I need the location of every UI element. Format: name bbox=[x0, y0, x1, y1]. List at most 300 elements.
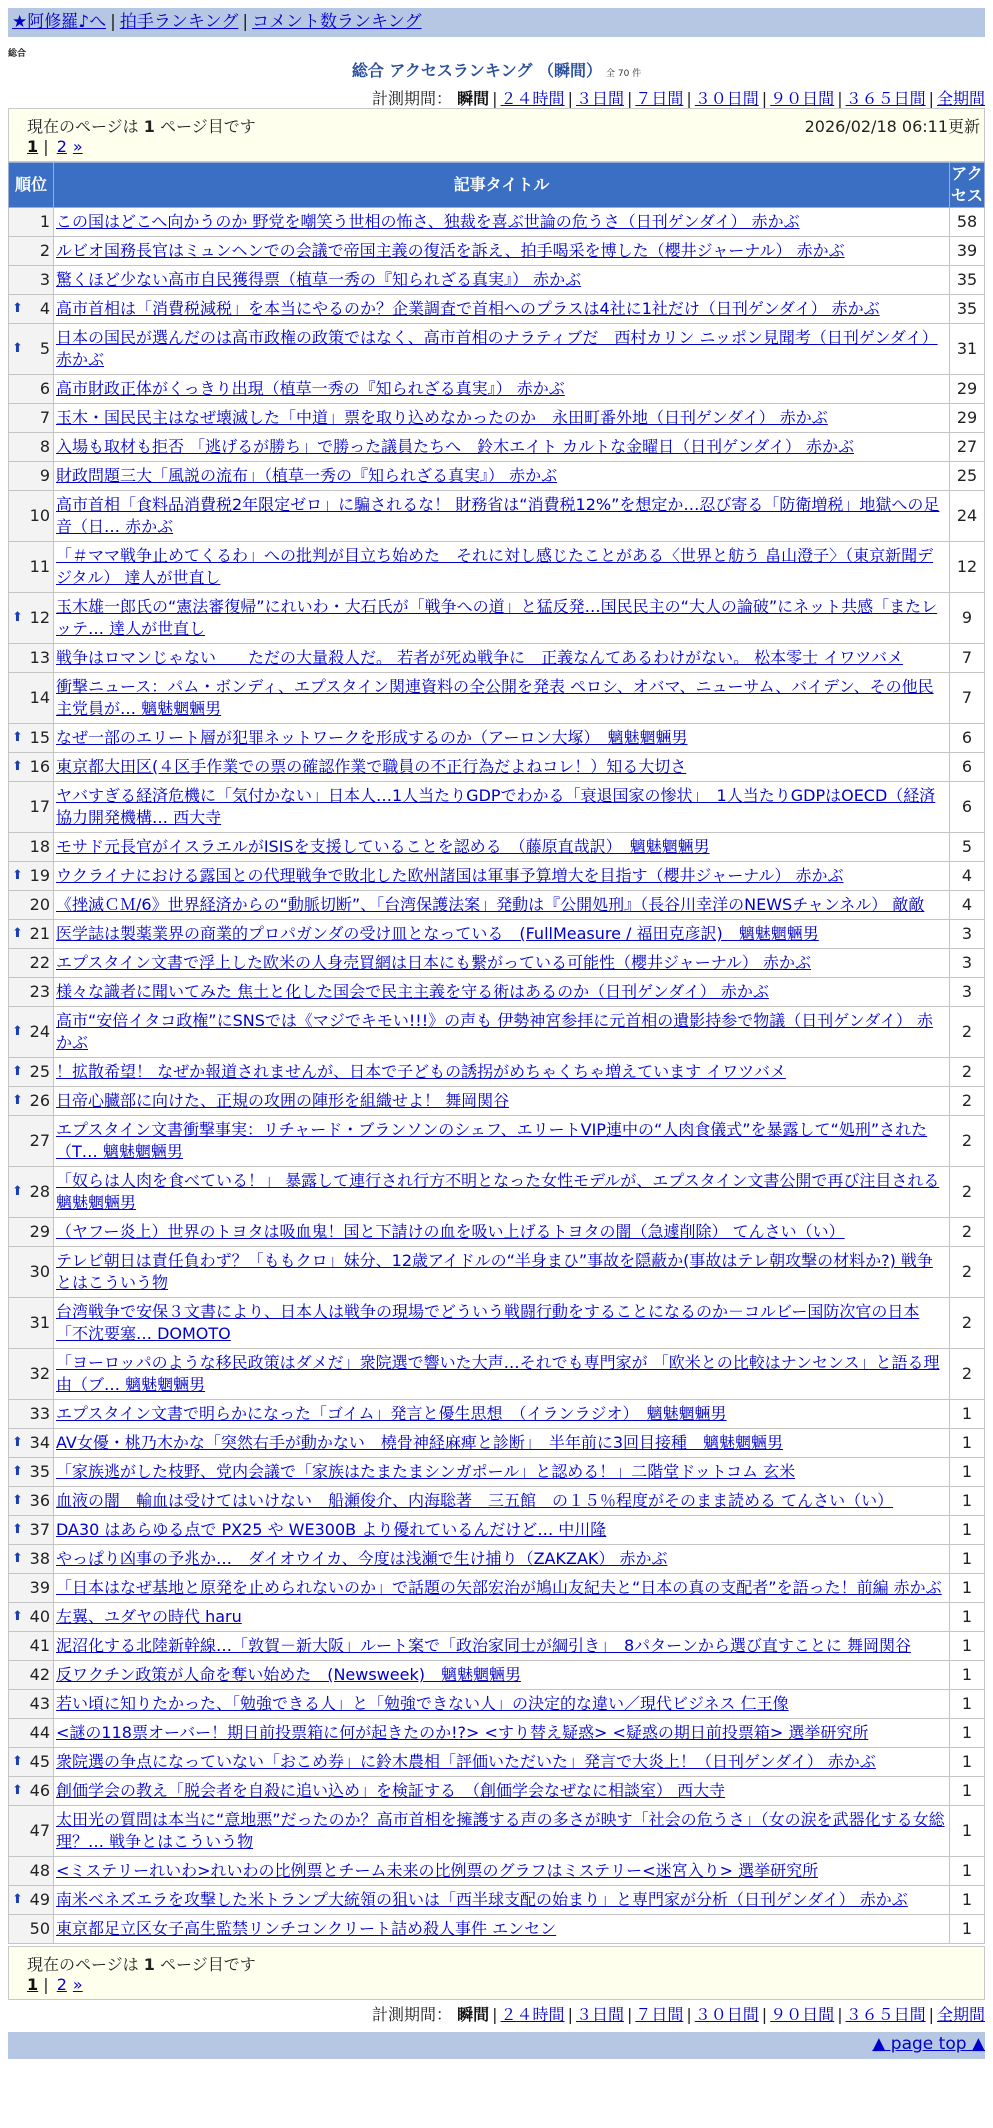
rank-cell bbox=[9, 1218, 54, 1247]
rank-up-arrow-icon: ⬆ bbox=[12, 1464, 23, 1479]
current-page-suffix: ページ目です bbox=[160, 117, 256, 136]
title-cell bbox=[54, 1247, 950, 1298]
article-title-link[interactable]: 高市首相は「消費税減税」を本当にやるのか？企業調査で首相へのプラスは4社に1社だけ（日刊ゲンダイ） 赤かぶ bbox=[56, 299, 880, 318]
ranking-table bbox=[8, 162, 985, 1944]
period-30d-link[interactable]: ３０日間 bbox=[694, 89, 759, 108]
title-cell bbox=[54, 1516, 950, 1545]
title-cell bbox=[54, 593, 950, 644]
rank-number: 30 bbox=[29, 1262, 50, 1281]
access-count: 7 bbox=[950, 644, 985, 673]
ranking-row bbox=[9, 1087, 985, 1116]
ranking-row bbox=[9, 1298, 985, 1349]
article-title-link[interactable]: 「ヨーロッパのような移民政策はダメだ」衆院選で響いた大声…それでも専門家が 「欧米との比較はナンセンス」と語る理由（ブ… 魑魅魍魎男 bbox=[56, 1353, 940, 1394]
ranking-row bbox=[9, 1806, 985, 1857]
period-current: 瞬間 bbox=[457, 89, 490, 108]
title-cell bbox=[54, 920, 950, 949]
rank-cell bbox=[9, 949, 54, 978]
access-count: 2 bbox=[950, 1167, 985, 1218]
header-title: 記事タイトル bbox=[54, 163, 950, 208]
period-separator: | bbox=[761, 89, 768, 108]
ranking-row bbox=[9, 1748, 985, 1777]
article-title-link[interactable]: ！拡散希望！ なぜか報道されませんが、日本で子どもの誘拐がめちゃくちゃ増えています イワツバメ bbox=[56, 1062, 786, 1081]
rank-cell bbox=[9, 644, 54, 673]
rank-cell bbox=[9, 462, 54, 491]
article-title-link[interactable]: ヤバすぎる経済危機に「気付かない」日本人…1人当たりGDPでわかる「衰退国家の惨状」 1人当たりGDPはOECD（経済協力開発機構… 西大寺 bbox=[56, 786, 936, 827]
access-count: 1 bbox=[950, 1487, 985, 1516]
ranking-row bbox=[9, 1886, 985, 1915]
title-cell bbox=[54, 295, 950, 324]
rank-number: 32 bbox=[29, 1364, 50, 1383]
ranking-row bbox=[9, 1116, 985, 1167]
top-nav-bar bbox=[8, 8, 985, 37]
access-count: 4 bbox=[950, 862, 985, 891]
title-cell bbox=[54, 1349, 950, 1400]
rank-number: 44 bbox=[29, 1723, 50, 1742]
article-title-link[interactable]: なぜ一部のエリート層が犯罪ネットワークを形成するのか（アーロン大塚） 魑魅魍魎男 bbox=[56, 728, 688, 747]
article-title-link[interactable]: やっぱり凶事の予兆か… ダイオウイカ、今度は浅瀬で生け捕り（ZAKZAK） 赤かぶ bbox=[56, 1549, 668, 1568]
ranking-row bbox=[9, 462, 985, 491]
access-count: 3 bbox=[950, 978, 985, 1007]
title-cell bbox=[54, 1603, 950, 1632]
period-separator: | bbox=[761, 2005, 768, 2024]
rank-cell bbox=[9, 1349, 54, 1400]
title-cell bbox=[54, 978, 950, 1007]
ranking-row bbox=[9, 1777, 985, 1806]
access-count: 6 bbox=[950, 753, 985, 782]
rank-cell bbox=[9, 673, 54, 724]
access-count: 2 bbox=[950, 1058, 985, 1087]
access-count: 2 bbox=[950, 1247, 985, 1298]
title-cell bbox=[54, 208, 950, 237]
article-title-link[interactable]: AV女優・桃乃木かな「突然右手が動かない 橈骨神経麻痺と診断」 半年前に3回目接種 魑魅魍魎男 bbox=[56, 1433, 784, 1452]
title-cell bbox=[54, 833, 950, 862]
rank-number: 16 bbox=[29, 757, 50, 776]
period-separator: | bbox=[492, 89, 498, 108]
period-separator: | bbox=[686, 89, 692, 108]
ranking-row bbox=[9, 644, 985, 673]
period-separator: | bbox=[837, 2005, 843, 2024]
article-title-link[interactable]: （ヤフー炎上）世界のトヨタは吸血鬼！国と下請けの血を吸い上げるトヨタの闇（急遽削除） てんさい（い） bbox=[56, 1222, 845, 1241]
nav-applause-ranking-link[interactable]: 拍手ランキング bbox=[119, 12, 239, 32]
nav-home-link[interactable]: ★阿修羅♪へ bbox=[12, 12, 107, 32]
rank-cell bbox=[9, 593, 54, 644]
title-cell bbox=[54, 1915, 950, 1944]
rank-number: 13 bbox=[29, 648, 50, 667]
ranking-row bbox=[9, 891, 985, 920]
ranking-row bbox=[9, 542, 985, 593]
rank-cell bbox=[9, 1661, 54, 1690]
ranking-row bbox=[9, 724, 985, 753]
rank-number: 27 bbox=[29, 1131, 50, 1150]
article-title-link[interactable]: 太田光の質問は本当に“意地悪”だったのか？高市首相を擁護する声の多さが映す「社会の危うさ」（女の涙を武器化する女総理？… 戦争とはこういう物 bbox=[56, 1810, 945, 1851]
title-cell bbox=[54, 433, 950, 462]
access-count: 1 bbox=[950, 1806, 985, 1857]
rank-number: 48 bbox=[29, 1861, 50, 1880]
rank-number: 46 bbox=[29, 1781, 50, 1800]
access-count: 58 bbox=[950, 208, 985, 237]
period-3d-link[interactable]: ３日間 bbox=[575, 2005, 624, 2024]
article-title-link[interactable]: 左翼、ユダヤの時代 haru bbox=[56, 1607, 242, 1626]
period-separator: | bbox=[626, 89, 633, 108]
title-cell bbox=[54, 1748, 950, 1777]
article-title-link[interactable]: 「＃ママ戦争止めてくるわ」への批判が目立ち始めた それに対し感じたことがある〈世界と舫う 畠山澄子〉（東京新聞デジタル） 達人が世直し bbox=[56, 546, 934, 587]
article-title-link[interactable]: 入場も取材も拒否 「逃げるが勝ち」で勝った議員たちへ 鈴木エイト カルトな金曜日（日刊ゲンダイ） 赤かぶ bbox=[56, 437, 854, 456]
title-cell bbox=[54, 1690, 950, 1719]
title-cell bbox=[54, 542, 950, 593]
access-count: 39 bbox=[950, 237, 985, 266]
rank-cell bbox=[9, 1007, 54, 1058]
ranking-row bbox=[9, 1603, 985, 1632]
article-title-link[interactable]: 創価学会の教え「脱会者を自殺に追い込め」を検証する （創価学会なぜなに相談室） 西大寺 bbox=[56, 1781, 726, 1800]
period-separator: | bbox=[837, 89, 843, 108]
ranking-row bbox=[9, 1247, 985, 1298]
rank-cell bbox=[9, 1574, 54, 1603]
next-page-link[interactable]: » bbox=[72, 137, 83, 156]
rank-up-arrow-icon: ⬆ bbox=[12, 926, 23, 941]
rank-cell bbox=[9, 1116, 54, 1167]
rank-up-arrow-icon: ⬆ bbox=[12, 1184, 23, 1199]
current-page-number: 1 bbox=[143, 1955, 155, 1974]
period-24h-link[interactable]: ２４時間 bbox=[500, 2005, 565, 2024]
page-links: 1 | 2 » bbox=[27, 137, 83, 156]
article-title-link[interactable]: 戦争はロマンじゃない ただの大量殺人だ。 若者が死ぬ戦争に 正義なんてあるわけがない。 松本零士 イワツバメ bbox=[56, 648, 903, 667]
title-cell bbox=[54, 375, 950, 404]
rank-number: 41 bbox=[29, 1636, 50, 1655]
article-title-link[interactable]: <謎の118票オーバー！期日前投票箱に何が起きたのか!?> <すり替え疑惑> <疑惑の期日前投票箱> 選挙研究所 bbox=[56, 1723, 869, 1742]
rank-number: 22 bbox=[29, 953, 50, 972]
rank-number: 11 bbox=[29, 557, 50, 576]
rank-number: 1 bbox=[39, 212, 50, 231]
ranking-row bbox=[9, 862, 985, 891]
title-cell bbox=[54, 1777, 950, 1806]
ranking-row bbox=[9, 1545, 985, 1574]
rank-number: 45 bbox=[29, 1752, 50, 1771]
period-separator: | bbox=[492, 2005, 498, 2024]
access-count: 1 bbox=[950, 1915, 985, 1944]
period-current: 瞬間 bbox=[457, 2005, 490, 2024]
article-title-link[interactable]: 血液の闇 輸血は受けてはいけない 船瀬俊介、内海聡著 三五館 の１５％程度がそのまま読める てんさい（い） bbox=[56, 1491, 894, 1510]
article-title-link[interactable]: 「日本はなぜ基地と原発を止められないのか」で話題の矢部宏治が鳩山友紀夫と“日本の真の支配者”を語った！前編 赤かぶ bbox=[56, 1578, 942, 1597]
ranking-row bbox=[9, 1915, 985, 1944]
article-title-link[interactable]: 泥沼化する北陸新幹線…「敦賀－新大阪」ルート案で「政治家同士が綱引き」 8パターンから選び直すことに 舞岡関谷 bbox=[56, 1636, 911, 1655]
rank-up-arrow-icon: ⬆ bbox=[12, 730, 23, 745]
title-cell bbox=[54, 1458, 950, 1487]
period-label: 計測期間： bbox=[372, 89, 453, 108]
period-separator: | bbox=[686, 2005, 692, 2024]
rank-up-arrow-icon: ⬆ bbox=[12, 1783, 23, 1798]
access-count: 2 bbox=[950, 1087, 985, 1116]
rank-cell bbox=[9, 862, 54, 891]
rank-cell bbox=[9, 1087, 54, 1116]
title-cell bbox=[54, 1719, 950, 1748]
title-cell bbox=[54, 724, 950, 753]
ranking-row bbox=[9, 1058, 985, 1087]
rank-up-arrow-icon: ⬆ bbox=[12, 610, 23, 625]
title-cell bbox=[54, 1806, 950, 1857]
article-title-link[interactable]: テレビ朝日は責任負わず？「ももクロ」妹分、12歳アイドルの“半身まひ”事故を隠蔽か(事故はテレ朝攻撃の材料か?) 戦争とはこういう物 bbox=[56, 1251, 933, 1292]
rank-number: 28 bbox=[29, 1182, 50, 1201]
article-title-link[interactable]: ルビオ国務長官はミュンヘンでの会議で帝国主義の復活を訴え、拍手喝采を博した（櫻井ジャーナル） 赤かぶ bbox=[56, 241, 845, 260]
article-title-link[interactable]: ウクライナにおける露国との代理戦争で敗北した欧州諸国は軍事予算増大を目指す（櫻井ジャーナル） 赤かぶ bbox=[56, 866, 844, 885]
rank-up-arrow-icon: ⬆ bbox=[12, 1493, 23, 1508]
rank-up-arrow-icon: ⬆ bbox=[12, 1609, 23, 1624]
ranking-row bbox=[9, 1487, 985, 1516]
article-title-link[interactable]: 日本の国民が選んだのは高市政権の政策ではなく、高市首相のナラティブだ 西村カリン ニッポン見聞考（日刊ゲンダイ） 赤かぶ bbox=[56, 328, 938, 369]
article-title-link[interactable]: モサド元長官がイスラエルがISISを支援していることを認める （藤原直哉訳） 魑魅魍魎男 bbox=[56, 837, 710, 856]
period-24h-link[interactable]: ２４時間 bbox=[500, 89, 565, 108]
rank-cell bbox=[9, 724, 54, 753]
access-count: 9 bbox=[950, 593, 985, 644]
page-top-link[interactable]: ▲ page top ▲ bbox=[872, 2034, 985, 2054]
period-selector-top bbox=[372, 86, 985, 109]
rank-cell bbox=[9, 753, 54, 782]
ranking-row bbox=[9, 1007, 985, 1058]
access-count: 6 bbox=[950, 724, 985, 753]
next-page-link[interactable]: » bbox=[72, 1975, 83, 1994]
page-2-link[interactable]: 2 bbox=[56, 1975, 67, 1994]
title-cell bbox=[54, 1400, 950, 1429]
header-rank: 順位 bbox=[9, 163, 54, 208]
article-title-link[interactable]: 南米ベネズエラを攻撃した米トランプ大統領の狙いは「西半球支配の始まり」と専門家が分析（日刊ゲンダイ） 赤かぶ bbox=[56, 1890, 908, 1909]
title-cell bbox=[54, 1298, 950, 1349]
rank-cell bbox=[9, 1886, 54, 1915]
article-title-link[interactable]: 高市首相「食料品消費税2年限定ゼロ」に騙されるな！ 財務省は“消費税12%”を想定か…忍び寄る「防衛増税」地獄への足音（日… 赤かぶ bbox=[56, 495, 940, 536]
rank-number: 37 bbox=[29, 1520, 50, 1539]
ranking-row bbox=[9, 920, 985, 949]
rank-cell bbox=[9, 978, 54, 1007]
rank-cell bbox=[9, 1603, 54, 1632]
rank-cell bbox=[9, 266, 54, 295]
access-count: 35 bbox=[950, 266, 985, 295]
article-title-link[interactable]: 若い頃に知りたかった、「勉強できる人」と「勉強できない人」の決定的な違い／現代ビジネス 仁王像 bbox=[56, 1694, 789, 1713]
rank-number: 14 bbox=[29, 688, 50, 707]
rank-number: 12 bbox=[29, 608, 50, 627]
period-365d-link[interactable]: ３６５日間 bbox=[845, 2005, 926, 2024]
ranking-row bbox=[9, 1458, 985, 1487]
access-count: 7 bbox=[950, 673, 985, 724]
rank-cell bbox=[9, 1857, 54, 1886]
page-1-current: 1 bbox=[27, 1975, 39, 1994]
article-title-link[interactable]: 医学誌は製薬業界の商業的プロパガンダの受け皿となっている (FullMeasure / 福田克彦訳) 魑魅魍魎男 bbox=[56, 924, 819, 943]
ranking-row bbox=[9, 1661, 985, 1690]
period-3d-link[interactable]: ３日間 bbox=[575, 89, 624, 108]
title-cell bbox=[54, 491, 950, 542]
rank-cell bbox=[9, 1247, 54, 1298]
rank-cell bbox=[9, 1690, 54, 1719]
period-label: 計測期間： bbox=[372, 2005, 453, 2024]
ranking-row bbox=[9, 433, 985, 462]
period-90d-link[interactable]: ９０日間 bbox=[770, 2005, 835, 2024]
rank-up-arrow-icon: ⬆ bbox=[12, 301, 23, 316]
pager-bottom bbox=[8, 1946, 985, 2000]
current-page-text bbox=[27, 114, 256, 137]
access-count: 1 bbox=[950, 1458, 985, 1487]
access-count: 1 bbox=[950, 1400, 985, 1429]
rank-number: 26 bbox=[29, 1091, 50, 1110]
rank-cell bbox=[9, 491, 54, 542]
article-title-link[interactable]: 「家族逃がした枝野、党内会議で「家族はたまたまシンガポール」と認める！」二階堂ドットコム 玄米 bbox=[56, 1462, 796, 1481]
ranking-row bbox=[9, 1719, 985, 1748]
rank-cell bbox=[9, 1777, 54, 1806]
rank-up-arrow-icon: ⬆ bbox=[12, 759, 23, 774]
rank-number: 23 bbox=[29, 982, 50, 1001]
period-30d-link[interactable]: ３０日間 bbox=[694, 2005, 759, 2024]
period-separator: | bbox=[626, 2005, 633, 2024]
article-title-link[interactable]: 驚くほど少ない高市自民獲得票（植草一秀の『知られざる真実』） 赤かぶ bbox=[56, 270, 582, 289]
title-cell bbox=[54, 1116, 950, 1167]
rank-number: 6 bbox=[39, 379, 50, 398]
nav-comment-ranking-link[interactable]: コメント数ランキング bbox=[252, 12, 422, 32]
ranking-row bbox=[9, 237, 985, 266]
period-90d-link[interactable]: ９０日間 bbox=[770, 89, 835, 108]
rank-number: 29 bbox=[29, 1222, 50, 1241]
ranking-row bbox=[9, 782, 985, 833]
article-title-link[interactable]: エプスタイン文書衝撃事実：リチャード・ブランソンのシェフ、エリートVIP連中の“人肉食儀式”を暴露して“処刑”された（T… 魑魅魍魎男 bbox=[56, 1120, 928, 1161]
rank-number: 2 bbox=[39, 241, 50, 260]
access-count: 1 bbox=[950, 1516, 985, 1545]
ranking-row bbox=[9, 753, 985, 782]
rank-cell bbox=[9, 1429, 54, 1458]
rank-number: 49 bbox=[29, 1890, 50, 1909]
title-cell bbox=[54, 1487, 950, 1516]
rank-up-arrow-icon: ⬆ bbox=[12, 1522, 23, 1537]
ranking-row bbox=[9, 1218, 985, 1247]
title-cell bbox=[54, 673, 950, 724]
ranking-row bbox=[9, 324, 985, 375]
article-title-link[interactable]: 「奴らは人肉を食べている！」 暴露して連行され行方不明となった女性モデルが、エプスタイン文書公開で再び注目される 魑魅魍魎男 bbox=[56, 1171, 940, 1212]
access-count: 3 bbox=[950, 949, 985, 978]
rank-cell bbox=[9, 1298, 54, 1349]
access-count: 1 bbox=[950, 1719, 985, 1748]
ranking-row bbox=[9, 949, 985, 978]
title-cell bbox=[54, 949, 950, 978]
article-title-link[interactable]: 玉木雄一郎氏の“憲法審復帰”にれいわ・大石氏が「戦争への道」と猛反発…国民民主の“大人の論破”にネット共感「またレッテ… 達人が世直し bbox=[56, 597, 938, 638]
rank-cell bbox=[9, 375, 54, 404]
ranking-row bbox=[9, 375, 985, 404]
access-count: 31 bbox=[950, 324, 985, 375]
rank-cell bbox=[9, 404, 54, 433]
rank-number: 15 bbox=[29, 728, 50, 747]
access-count: 29 bbox=[950, 404, 985, 433]
article-title-link[interactable]: エプスタイン文書で浮上した欧米の人身売買網は日本にも繋がっている可能性（櫻井ジャーナル） 赤かぶ bbox=[56, 953, 812, 972]
current-page-prefix: 現在のページは bbox=[27, 1955, 139, 1974]
rank-number: 39 bbox=[29, 1578, 50, 1597]
rank-cell bbox=[9, 1748, 54, 1777]
ranking-row bbox=[9, 673, 985, 724]
title-cell bbox=[54, 862, 950, 891]
current-page-text bbox=[27, 1952, 256, 1975]
title-cell bbox=[54, 1886, 950, 1915]
article-title-link[interactable]: 様々な識者に聞いてみた 焦土と化した国会で民主主義を守る術はあるのか（日刊ゲンダイ） 赤かぶ bbox=[56, 982, 769, 1001]
title-cell bbox=[54, 1574, 950, 1603]
article-title-link[interactable]: <ミステリーれいわ>れいわの比例票とチーム未来の比例票のグラフはミステリー<迷宮入り> 選挙研究所 bbox=[56, 1861, 819, 1880]
access-count: 1 bbox=[950, 1574, 985, 1603]
rank-cell bbox=[9, 208, 54, 237]
article-title-link[interactable]: エプスタイン文書で明らかになった「ゴイム」発言と優生思想 （イランラジオ） 魑魅魍魎男 bbox=[56, 1404, 727, 1423]
access-count: 2 bbox=[950, 1116, 985, 1167]
ranking-body bbox=[9, 208, 985, 1944]
period-separator: | bbox=[567, 2005, 573, 2024]
ranking-row bbox=[9, 295, 985, 324]
ranking-row bbox=[9, 404, 985, 433]
access-count: 2 bbox=[950, 1298, 985, 1349]
rank-number: 10 bbox=[29, 506, 50, 525]
period-7d-link[interactable]: ７日間 bbox=[635, 89, 684, 108]
access-count: 4 bbox=[950, 891, 985, 920]
rank-cell bbox=[9, 833, 54, 862]
rank-number: 36 bbox=[29, 1491, 50, 1510]
rank-number: 3 bbox=[39, 270, 50, 289]
rank-up-arrow-icon: ⬆ bbox=[12, 1754, 23, 1769]
rank-up-arrow-icon: ⬆ bbox=[12, 1551, 23, 1566]
rank-number: 25 bbox=[29, 1062, 50, 1081]
rank-cell bbox=[9, 295, 54, 324]
rank-number: 7 bbox=[39, 408, 50, 427]
article-title-link[interactable]: 財政問題三大「風説の流布」（植草一秀の『知られざる真実』） 赤かぶ bbox=[56, 466, 558, 485]
article-title-link[interactable]: 衆院選の争点になっていない「おこめ券」に鈴木農相「評価いただいた」発言で大炎上！（日刊ゲンダイ） 赤かぶ bbox=[56, 1752, 876, 1771]
rank-number: 50 bbox=[29, 1919, 50, 1938]
rank-up-arrow-icon: ⬆ bbox=[12, 1093, 23, 1108]
article-title-link[interactable]: 日帝心臓部に向けた、正規の攻囲の陣形を組織せよ！ 舞岡関谷 bbox=[56, 1091, 510, 1110]
rank-number: 38 bbox=[29, 1549, 50, 1568]
access-count: 25 bbox=[950, 462, 985, 491]
title-cell bbox=[54, 266, 950, 295]
page-links: 1 | 2 » bbox=[27, 1975, 83, 1994]
rank-number: 17 bbox=[29, 797, 50, 816]
rank-number: 19 bbox=[29, 866, 50, 885]
article-title-link[interactable]: 高市財政正体がくっきり出現（植草一秀の『知られざる真実』） 赤かぶ bbox=[56, 379, 565, 398]
article-title-link[interactable]: 《挫滅ＣＭ/6》世界経済からの“動脈切断”、「台湾保護法案」発動は『公開処刑』（長谷川幸洋のNEWSチャンネル） 敵敵 bbox=[56, 895, 925, 914]
rank-number: 24 bbox=[29, 1022, 50, 1041]
article-title-link[interactable]: 衝撃ニュース：パム・ボンディ、エプスタイン関連資料の全公開を発表 ペロシ、オバマ、ニューサム、バイデン、その他民主党員が… 魑魅魍魎男 bbox=[56, 677, 934, 718]
rank-cell bbox=[9, 920, 54, 949]
ranking-row bbox=[9, 491, 985, 542]
rank-cell bbox=[9, 1458, 54, 1487]
title-cell bbox=[54, 891, 950, 920]
rank-number: 35 bbox=[29, 1462, 50, 1481]
rank-cell bbox=[9, 1516, 54, 1545]
period-all-link[interactable]: 全期間 bbox=[936, 89, 985, 108]
title-cell bbox=[54, 1632, 950, 1661]
rank-number: 8 bbox=[39, 437, 50, 456]
article-title-link[interactable]: 反ワクチン政策が人命を奪い始めた (Newsweek) 魑魅魍魎男 bbox=[56, 1665, 521, 1684]
rank-up-arrow-icon: ⬆ bbox=[12, 1892, 23, 1907]
title-cell bbox=[54, 324, 950, 375]
period-365d-link[interactable]: ３６５日間 bbox=[845, 89, 926, 108]
ranking-row bbox=[9, 1516, 985, 1545]
article-title-link[interactable]: 高市“安倍イタコ政権”にSNSでは《マジでキモい!!!》の声も 伊勢神宮参拝に元首相の遺影持参で物議（日刊ゲンダイ） 赤かぶ bbox=[56, 1011, 933, 1052]
current-page-prefix: 現在のページは bbox=[27, 117, 139, 136]
period-separator: | bbox=[928, 2005, 934, 2024]
period-separator: | bbox=[928, 89, 934, 108]
article-title-link[interactable]: この国はどこへ向かうのか 野党を嘲笑う世相の怖さ、独裁を喜ぶ世論の危うさ（日刊ゲンダイ） 赤かぶ bbox=[56, 212, 800, 231]
period-7d-link[interactable]: ７日間 bbox=[635, 2005, 684, 2024]
ranking-row bbox=[9, 593, 985, 644]
period-all-link[interactable]: 全期間 bbox=[936, 2005, 985, 2024]
article-title-link[interactable]: 東京都足立区女子高生監禁リンチコンクリート詰め殺人事件 エンセン bbox=[56, 1919, 557, 1938]
article-title-link[interactable]: DA30 はあらゆる点で PX25 や WE300B より優れているんだけど… 中川隆 bbox=[56, 1520, 607, 1539]
ranking-row bbox=[9, 1690, 985, 1719]
access-count: 1 bbox=[950, 1632, 985, 1661]
header-count: アクセス bbox=[950, 163, 985, 208]
ranking-row bbox=[9, 1349, 985, 1400]
article-title-link[interactable]: 台湾戦争で安保３文書により、日本人は戦争の現場でどういう戦闘行動をすることになるのか－コルビー国防次官の日本「不沈要塞… DOMOTO bbox=[56, 1302, 920, 1343]
article-title-link[interactable]: 玉木・国民民主はなぜ壊滅した「中道」票を取り込めなかったのか 永田町番外地（日刊ゲンダイ） 赤かぶ bbox=[56, 408, 828, 427]
updated-timestamp: 2026/02/18 06:11更新 bbox=[804, 117, 980, 136]
page-2-link[interactable]: 2 bbox=[56, 137, 67, 156]
total-count: 全 70 件 bbox=[606, 69, 642, 79]
article-title-link[interactable]: 東京都大田区(４区手作業での票の確認作業で職員の不正行為だよねコレ！）知る大切さ bbox=[56, 757, 687, 776]
